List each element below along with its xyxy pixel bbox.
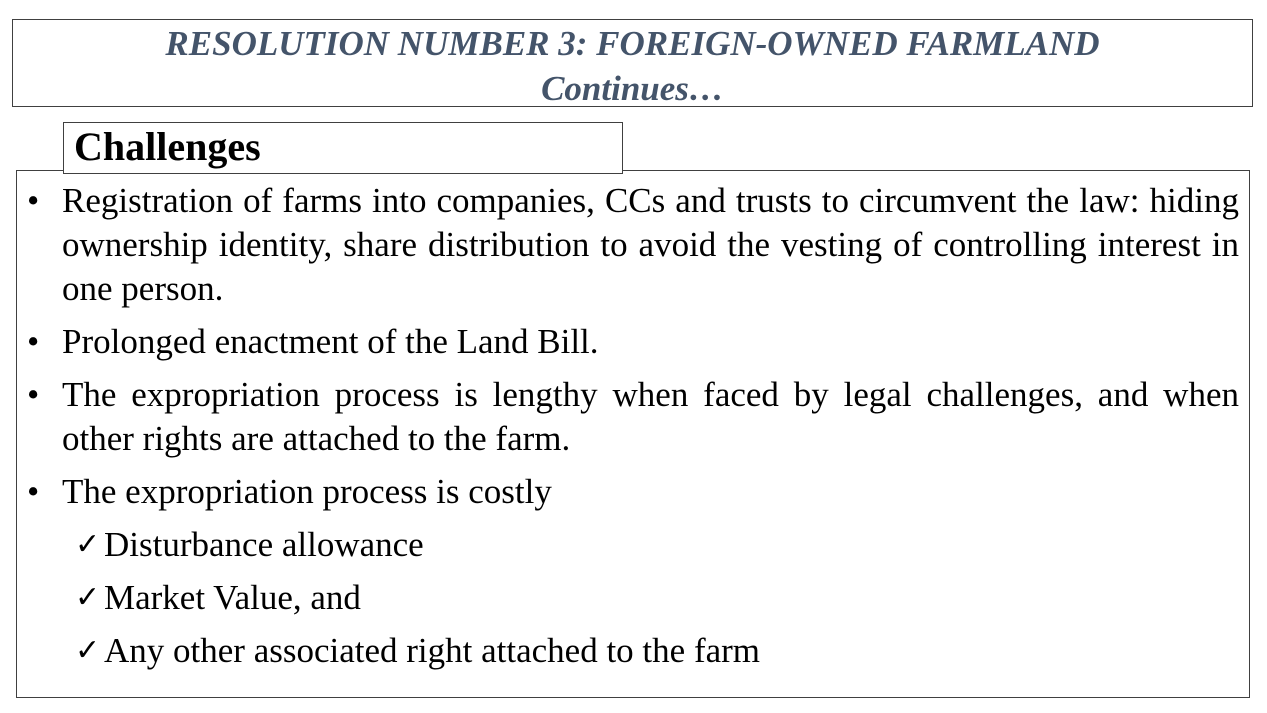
title-line-2: Continues… xyxy=(541,69,724,108)
bullet-text: The expropriation process is lengthy when faced by legal challenges, and when other rights are attached to the farm. xyxy=(62,375,1239,458)
bullet-list xyxy=(17,179,1239,514)
title-line-1: RESOLUTION NUMBER 3: FOREIGN-OWNED FARMLAND xyxy=(165,24,1100,63)
bullet-text: The expropriation process is costly xyxy=(62,472,552,511)
section-heading xyxy=(63,122,623,174)
bullet-item-land-bill xyxy=(17,320,1239,364)
section-heading-text: Challenges xyxy=(74,124,261,169)
bullet-icon: • xyxy=(27,181,40,220)
bullet-icon: • xyxy=(27,472,40,511)
check-item-disturbance-allowance xyxy=(17,523,1239,567)
bullet-item-costly-process xyxy=(17,470,1239,514)
cost-items-list xyxy=(17,523,1239,673)
check-item-text: Disturbance allowance xyxy=(104,525,424,564)
bullet-item-registration xyxy=(17,179,1239,311)
check-item-text: Market Value, and xyxy=(104,578,361,617)
bullet-icon: • xyxy=(27,375,40,414)
content-panel xyxy=(16,170,1250,698)
bullet-text: Prolonged enactment of the Land Bill. xyxy=(62,322,599,361)
check-item-other-rights xyxy=(17,629,1239,673)
slide-title xyxy=(12,19,1253,107)
bullet-item-lengthy-process xyxy=(17,373,1239,461)
bullet-text: Registration of farms into companies, CCs and trusts to circumvent the law: hiding ownership identity, share distribution to avoid the vesting of controlling interest in one person. xyxy=(62,181,1239,308)
check-item-market-value xyxy=(17,576,1239,620)
checkmark-icon: ✓ xyxy=(75,633,101,668)
check-item-text: Any other associated right attached to the farm xyxy=(104,631,761,670)
checkmark-icon: ✓ xyxy=(75,527,101,562)
bullet-icon: • xyxy=(27,322,40,361)
checkmark-icon: ✓ xyxy=(75,580,101,615)
